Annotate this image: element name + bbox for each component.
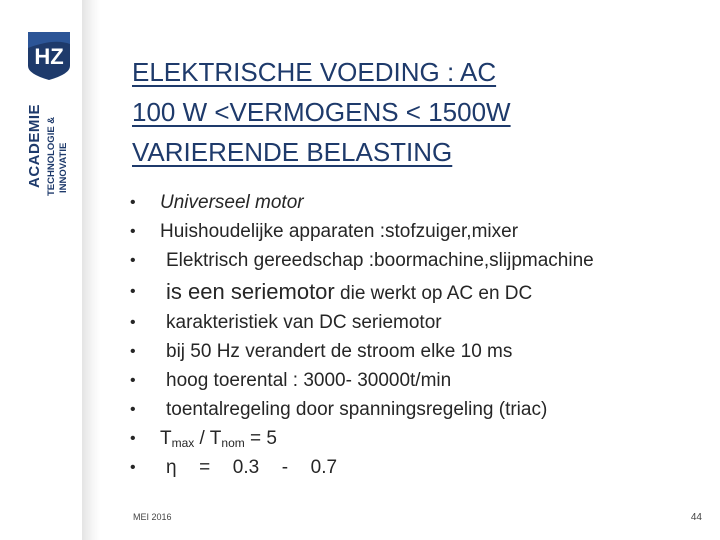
formula-t: T (160, 428, 172, 449)
slide-title (132, 52, 692, 172)
bullet-text: Universeel motor (160, 192, 304, 213)
formula-sub-nom: nom (221, 436, 245, 450)
footer-date: MEI 2016 (133, 512, 172, 522)
list-item (130, 337, 700, 366)
bullet-dot: • (130, 314, 136, 331)
title-line-1: ELEKTRISCHE VOEDING : AC (132, 57, 497, 87)
bullet-text: bij 50 Hz verandert de stroom elke 10 ms (166, 341, 513, 362)
list-item (130, 453, 700, 482)
bullet-dot: • (130, 223, 136, 240)
list-item (130, 395, 700, 424)
sidebar-technologie: TECHNOLOGIE & (46, 116, 57, 196)
title-line-3: VARIERENDE BELASTING (132, 137, 453, 167)
bullet-dot: • (130, 430, 136, 447)
bullet-dot: • (130, 401, 136, 418)
bullet-dot: • (130, 343, 136, 360)
sidebar-innovatie: INNOVATIE (58, 142, 69, 193)
sidebar-shadow (82, 0, 100, 540)
sidebar-academie: ACADEMIE (26, 103, 43, 188)
formula-end: = 5 (244, 428, 277, 449)
formula-sub-max: max (171, 436, 195, 450)
formula-mid: / T (194, 428, 222, 449)
bullet-dot: • (130, 459, 136, 476)
bullet-text: Elektrisch gereedschap :boormachine,slijpmachine (166, 250, 594, 271)
sidebar-vertical-label (26, 92, 76, 196)
bullet-dot: • (130, 194, 136, 211)
list-item (130, 424, 700, 453)
list-item (130, 217, 700, 246)
title-line-2: 100 W <VERMOGENS < 1500W (132, 97, 511, 127)
bullet-dot: • (130, 372, 136, 389)
sidebar (0, 0, 82, 540)
bullet-dot: • (130, 252, 136, 269)
bullet-text: hoog toerental : 3000- 30000t/min (166, 370, 452, 391)
bullet-text (166, 275, 532, 310)
bullet-list (130, 188, 700, 482)
bullet-text-emphasis: is een seriemotor (166, 279, 335, 304)
page-number: 44 (690, 512, 702, 523)
hz-logo-icon (24, 30, 74, 82)
bullet-dot: • (130, 283, 136, 300)
bullet-text: karakteristiek van DC seriemotor (166, 312, 442, 333)
bullet-text: toentalregeling door spanningsregeling (triac) (166, 399, 548, 420)
list-item (130, 366, 700, 395)
list-item (130, 246, 700, 275)
list-item (130, 308, 700, 337)
bullet-text-efficiency: η = 0.3 - 0.7 (166, 457, 338, 478)
list-item (130, 275, 700, 308)
bullet-text-rest: die werkt op AC en DC (334, 283, 533, 304)
logo-text: HZ (34, 44, 64, 69)
list-item (130, 188, 700, 217)
bullet-text: Huishoudelijke apparaten :stofzuiger,mixer (160, 221, 519, 242)
